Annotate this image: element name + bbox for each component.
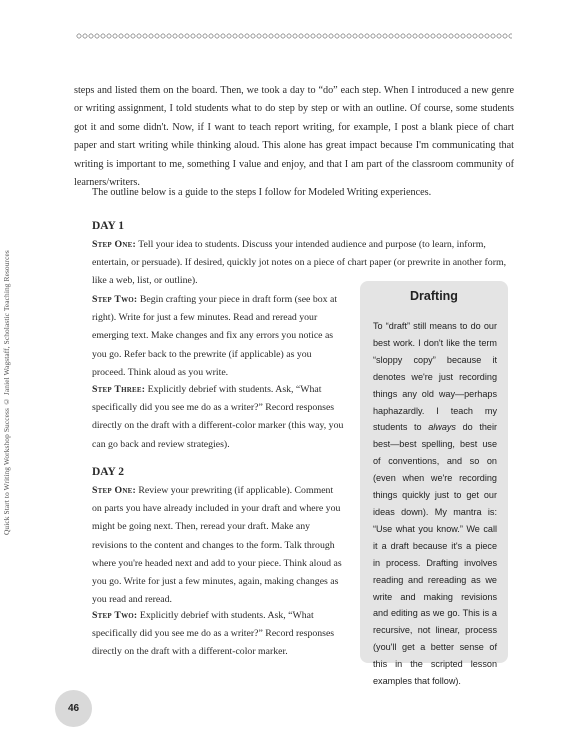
side-credit-line: Quick Start to Writing Workshop Success © Janiel Wagstaff, Scholastic Teaching Resources — [2, 250, 11, 535]
step-text: Review your prewriting (if applicable). Comment on parts you have already included in your draft and where you might be going next. Then, reread your draft. Make any revisions to the content and changes to the form. Talk through where you're headed next and add to your piece. Think aloud as you go. Write for just a few minutes, again, making changes as you read and reread. — [92, 485, 342, 606]
step-text: Begin crafting your piece in draft form (see box at right). Write for just a few minutes. Read and reread your emerging text. Make changes and fix any errors you notice as you go. Refer back to the prewrite (if applicable) as you proceed. Think aloud as you write. — [92, 294, 338, 378]
day2-heading: DAY 2 — [92, 466, 125, 478]
step-label: Step Two: — [92, 610, 138, 621]
step-label: Step One: — [92, 485, 136, 496]
step-text: Explicitly debrief with students. Ask, “What specifically did you see me do as a writer?” Record responses directly on the draft with a different-color marker (this way, you can go back and review strategies). — [92, 384, 344, 450]
day2-step-two — [92, 607, 344, 662]
intro-paragraph: steps and listed them on the board. Then, we took a day to “do” each step. When I introduced a new genre or writing assignment, I told students what to do step by step or with an outline. Of course, some students got it and some didn't. Now, if I want to teach report writing, for example, I post a blank piece of chart paper and start writing while thinking aloud. This alone has great impact because I'm communicating that writing is important to me, something I value and enjoy, and that I am part of the classroom community of learners/writers. — [74, 85, 514, 189]
day1-step-two — [92, 291, 344, 382]
sidebar-body — [373, 318, 497, 690]
day1-step-three — [92, 381, 344, 454]
day1-heading: DAY 1 — [92, 220, 125, 232]
step-label: Step Three: — [92, 384, 146, 395]
sidebar-title: Drafting — [410, 289, 458, 303]
sidebar-text-after: do their best—best spelling, best use of conventions, and so on (even when we're recording things quickly just to get our ideas down). My mantra is: “Use what you know.” We call it a draft because it's a piece in process. Drafting involves reading and rereading as we write and making revisions and editing as we go. This is a recursive, not linear, process (you'll get a better sense of this in the scripted lesson examples that follow). — [373, 422, 498, 687]
day2-step-one — [92, 482, 344, 609]
sidebar-text-before: To “draft” still means to do our best work. I don't like the term “sloppy copy” because it denotes we're just recording things any old way—perhaps haphazardly. I teach my students to — [373, 321, 497, 433]
outline-intro-paragraph: The outline below is a guide to the steps I follow for Modeled Writing experiences. — [92, 187, 432, 198]
step-label: Step Two: — [92, 294, 138, 305]
decorative-top-rule — [76, 33, 512, 39]
drafting-sidebar — [360, 281, 508, 687]
step-text: Explicitly debrief with students. Ask, “What specifically did you see me do as a writer?” Record responses directly on the draft with a different-color marker. — [92, 610, 335, 658]
sidebar-emphasis: always — [428, 422, 456, 433]
step-label: Step One: — [92, 239, 136, 250]
step-text: Tell your idea to students. Discuss your intended audience and purpose (to learn, inform, entertain, or persuade). If desired, quickly jot notes on a piece of chart paper (or prewrite in another form, like a web, list, or outline). — [92, 239, 507, 287]
page-number: 46 — [55, 690, 92, 727]
